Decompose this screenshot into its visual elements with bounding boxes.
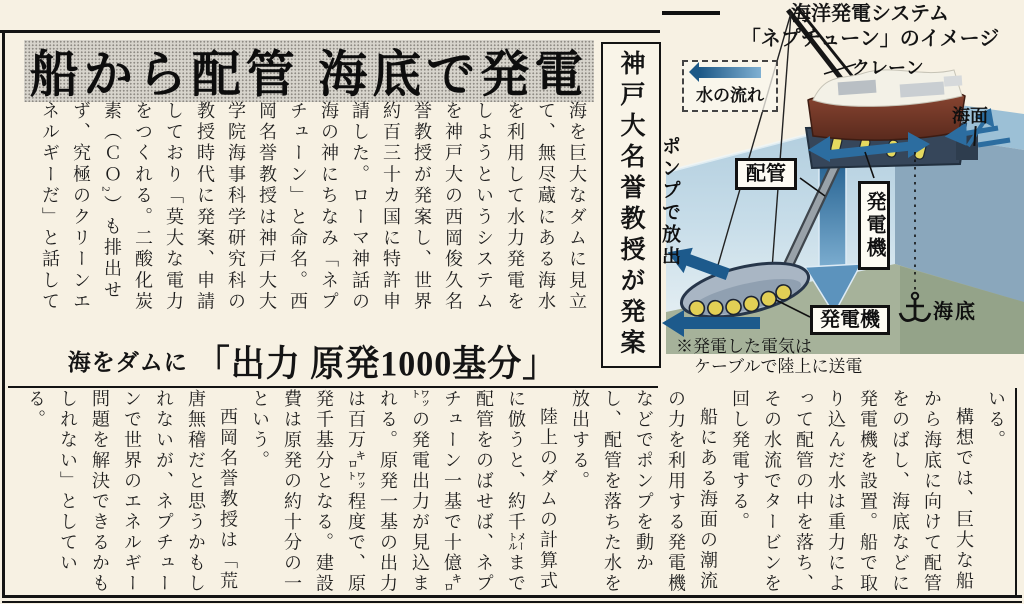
lead-paragraph: 海を巨大なダムに見立て、無尽蔵にある海水を利用して水力発電をしようというシステムを神戸大の西岡俊久名誉教授が発案し、世界約百三十カ国に特許申請した。ローマ神話の海の神にちなみ「ネプチューン」と命名。西岡名誉教授は神戸大大学院海事科学研究科の教授時代に発案、申請しており「莫大な電力をつくれる。二酸化炭素（ＣＯ₂）も排出せず、究極のクリーンエネルギーだ」と話して: [40, 101, 587, 313]
body-paragraph: 構想では、巨大な船から海底に向けて配管をのばし、海底などに発電機を設置。船で取り込んだ水は重力によって配管の中を落ち、その水流でタービンを回し発電する。: [730, 389, 974, 594]
seabed-label: 海底: [933, 301, 977, 323]
neptune-system-diagram: [660, 0, 1024, 385]
body-text-block: [14, 389, 1012, 596]
crane-label: クレーン: [852, 58, 924, 78]
pod-generator-label: 発電機: [810, 305, 890, 335]
diagram-title-line2: 「ネプチューン」のイメージ: [740, 28, 1000, 50]
right-rule: [1015, 388, 1017, 596]
body-paragraph: いる。: [986, 389, 1006, 451]
side-headline-box: [601, 42, 661, 368]
diagram-note: [676, 337, 862, 377]
diagram-title-line1: 海洋発電システム: [791, 3, 949, 25]
water-flow-label: 水の流れ: [696, 85, 764, 105]
subheadline: [40, 334, 585, 386]
diagram-title: [730, 2, 1010, 52]
side-headline: 神戸大名誉教授が発案: [617, 50, 645, 360]
subheadline-quote: 「出力 原発1000基分」: [195, 344, 558, 384]
body-paragraph: 西岡名誉教授は「荒唐無稽だと思うかもしれないが、ネプチューンで世界のエネルギー問題を解決できるかもしれない」としている。: [26, 389, 238, 594]
note-line1: ※発電した電気は: [676, 337, 812, 356]
body-paragraph: 陸上のダムの計算式に倣うと、約千㍍まで配管をのばせば、ネプチューン一基で十億㌔㍗の発電出力が見込まれる。原発一基の出力は百万㌔㍗程度で、原発千基分となる。建設費は原発の約十分の一という。: [250, 389, 558, 594]
body-paragraph: 船にある海面の潮流の力を利用する発電機などでポンプを動かし、配管を落ちた水を放出する。: [570, 389, 718, 594]
ship-generator-label: 発電機: [858, 181, 890, 270]
lead-text-block: [8, 101, 592, 332]
headline-banner: [24, 40, 594, 102]
mid-rule: [8, 386, 658, 388]
bottom-rule-2: [2, 601, 1022, 603]
sea-surface-label: 海面: [952, 106, 988, 126]
headline: 船から配管 海底で発電: [29, 47, 589, 103]
left-arrow-icon: [699, 67, 761, 78]
water-flow-legend: [682, 60, 778, 112]
top-rule: [0, 30, 660, 33]
title-leader-line: [662, 11, 720, 15]
subheadline-prefix: 海をダムに: [67, 348, 188, 375]
pipe-label: 配管: [735, 158, 797, 190]
pump-discharge-label: ポンプで放出: [659, 136, 680, 268]
note-line2: ケーブルで陸上に送電: [694, 357, 863, 376]
left-rule: [2, 30, 5, 596]
